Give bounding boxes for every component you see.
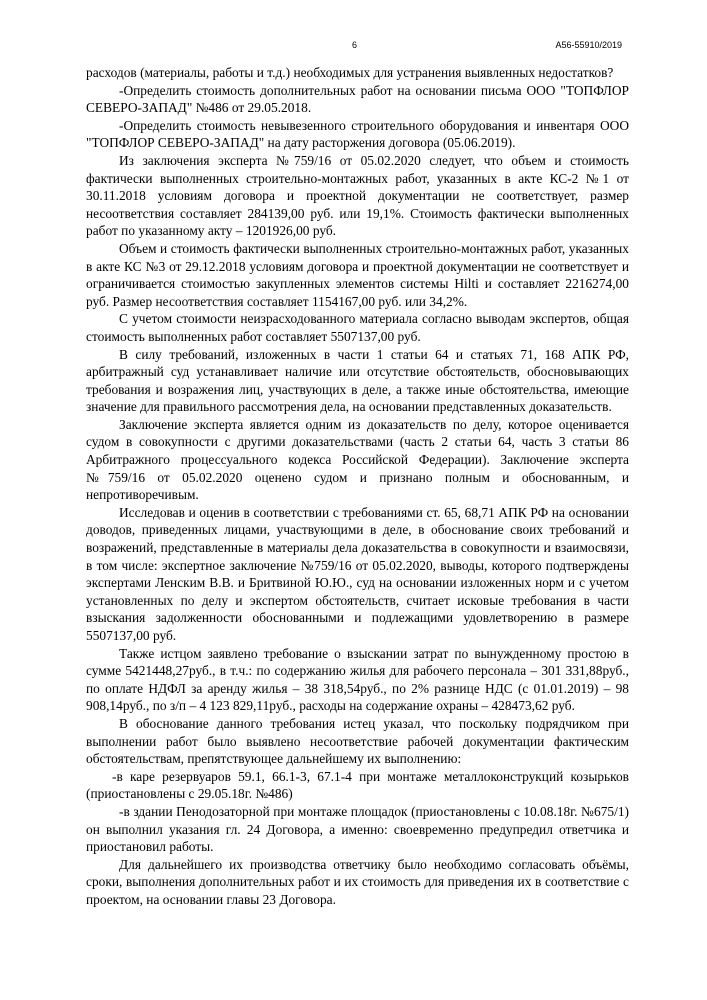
page-number: 6: [352, 40, 358, 50]
paragraph: В обоснование данного требования истец указал, что поскольку подрядчиком при выполнении работ было выявлено несоответствие рабочей документации фактическим обстоятельствам, препятствующее дальнейшему их выполнению:: [86, 715, 629, 767]
paragraph: С учетом стоимости неизрасходованного материала согласно выводам экспертов, общая стоимость выполненных работ составляет 5507137,00 руб.: [86, 311, 629, 344]
paragraph: Для дальнейшего их производства ответчику было необходимо согласовать объёмы, сроки, выполнения дополнительных работ и их стоимость для приведения их в соответствие с проектом, на основании главы 23 Договора.: [86, 856, 629, 907]
paragraph: расходов (материалы, работы и т.д.) необходимых для устранения выявленных недостатков?: [86, 65, 614, 80]
page-header: [0, 40, 707, 54]
paragraph: Заключение эксперта является одним из доказательств по делу, которое оценивается судом в совокупности с другими доказательствами (часть 2 статьи 64, часть 3 статьи 86 Арбитражного процессуального кодекса Российской Федерации). Заключение эксперта №759/16 от 05.02.2020 оценено судом и признано полным и обоснованным, и непротиворечивым.: [86, 416, 629, 503]
case-number: А56-55910/2019: [555, 40, 622, 50]
document-body: [86, 64, 629, 909]
list-item: -в каре резервуаров 59.1, 66.1-3, 67.1-4 при монтаже металлоконструкций козырьков (приостановлены с 29.05.18г. №486): [86, 768, 629, 802]
paragraph: Исследовав и оценив в соответствии с требованиями ст. 65, 68,71 АПК РФ на основании доводов, приведенных лицами, участвующими в деле, в обоснование своих требований и возражений, представленные в материалы дела доказательства в совокупности и взаимосвязи, в том числе: экспертное заключение №759/16 от 05.02.2020, выводы, которого подтверждены экспертами Ленским В.В. и Бритвиной Ю.Ю., суд на основании изложенных норм и с учетом установленных по делу и экспертом обстоятельств, считает исковые требования в части взыскания задолженности обоснованными и подлежащими удовлетворению в размере 5507137,00 руб.: [86, 504, 629, 643]
paragraph: Из заключения эксперта №759/16 от 05.02.2020 следует, что объем и стоимость фактически выполненных строительно-монтажных работ, указанных в акте КС-2 №1 от 30.11.2018 условиям договора и проектной документации не соответствует, размер несоответствия составляет 284139,00 руб. или 19,1%. Стоимость фактически выполненных работ по указанному акту – 1201926,00 руб.: [86, 152, 629, 239]
list-item: -Определить стоимость дополнительных работ на основании письма ООО "ТОПФЛОР СЕВЕРО-ЗАПАД" №486 от 29.05.2018.: [86, 82, 629, 116]
paragraph: Также истцом заявлено требование о взыскании затрат по вынужденному простою в сумме 5421448,27руб., в т.ч.: по содержанию жилья для рабочего персонала – 301 331,88руб., по оплате НДФЛ за аренду жилья – 38 318,54руб., по 2% разнице НДС (с 01.01.2019) – 98 908,14руб., по з/п – 4 123 829,11руб., расходы на содержание охраны – 428473,62 руб.: [86, 645, 629, 714]
list-item: -Определить стоимость невывезенного строительного оборудования и инвентаря ООО "ТОПФЛОР СЕВЕРО-ЗАПАД" на дату расторжения договора (05.06.2019).: [86, 117, 629, 151]
paragraph: В силу требований, изложенных в части 1 статьи 64 и статьях 71, 168 АПК РФ, арбитражный суд устанавливает наличие или отсутствие обстоятельств, обосновывающих требования и возражения лиц, участвующих в деле, а также иные обстоятельства, имеющие значение для правильного рассмотрения дела, на основании представленных доказательств.: [86, 346, 629, 415]
list-item: -в здании Пенодозаторной при монтаже площадок (приостановлены с 10.08.18г. №675/1) он выполнил указания гл. 24 Договора, а именно: своевременно предупредил ответчика и приостановил работы.: [86, 803, 629, 855]
paragraph: Объем и стоимость фактически выполненных строительно-монтажных работ, указанных в акте КС №3 от 29.12.2018 условиям договора и проектной документации не соответствует и ограничивается стоимостью закупленных элементов системы Hilti и составляет 2216274,00 руб. Размер несоответствия составляет 1154167,00 руб. или 34,2%.: [86, 240, 629, 309]
